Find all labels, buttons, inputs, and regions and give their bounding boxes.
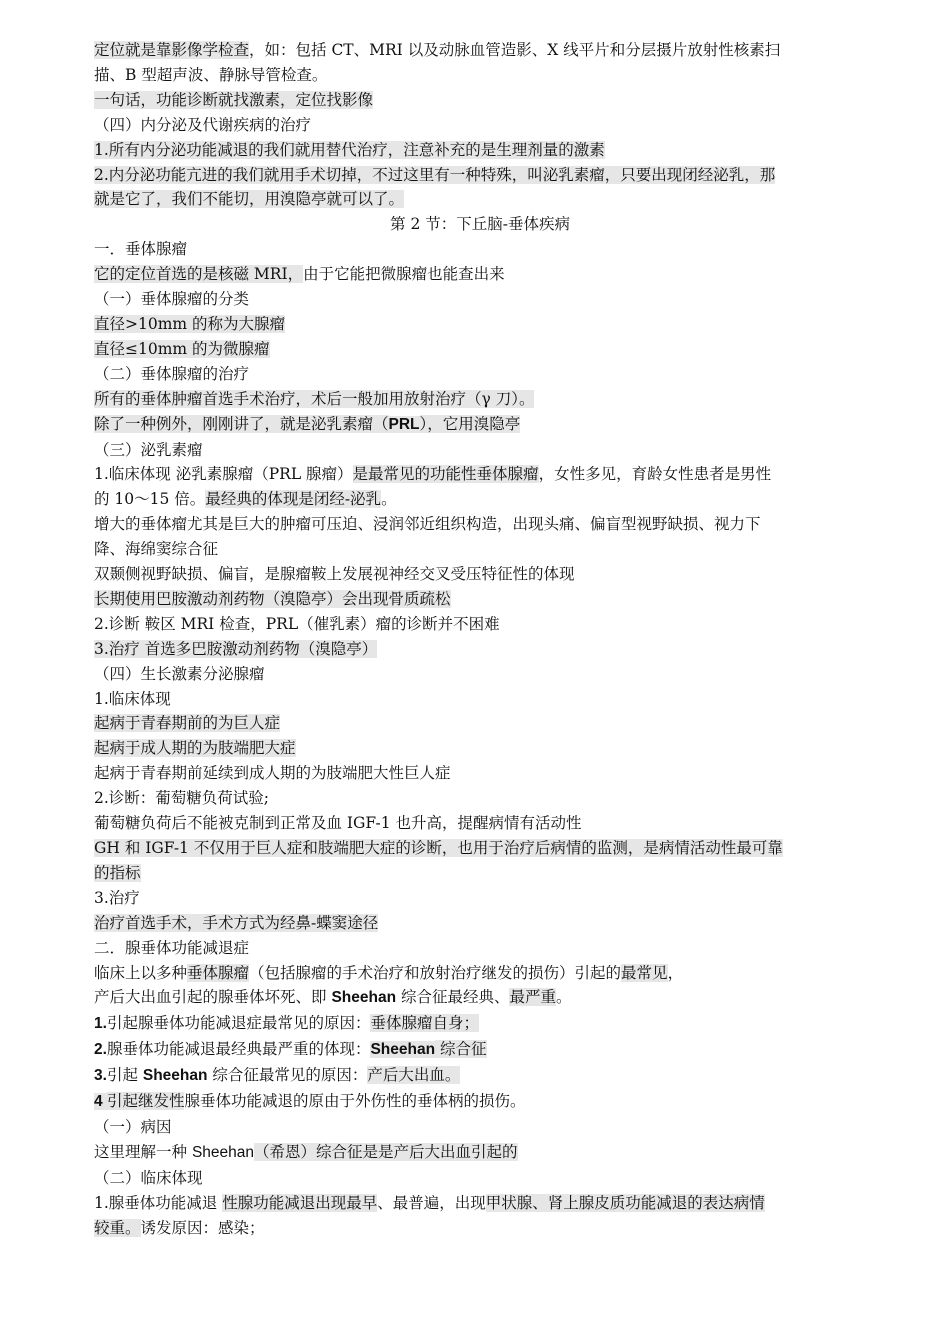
text-line xyxy=(94,786,866,811)
highlighted-text: PRL xyxy=(388,415,420,433)
text-line xyxy=(94,387,866,412)
text-segment: 腺垂体功能减退最经典最严重的体现： xyxy=(106,1040,371,1059)
text-segment: 1.腺垂体功能减退 xyxy=(94,1193,223,1212)
text-segment: 2.诊断 鞍区 MRI 检查，PRL（催乳素）瘤的诊断并不困难 xyxy=(94,614,500,633)
text-segment: 引起腺垂体功能减退症最常见的原因： xyxy=(106,1014,371,1033)
text-line xyxy=(94,138,866,163)
text-segment: 2. xyxy=(94,1041,107,1059)
text-segment: ，如：包括 CT、MRI 以及动脉血管造影、X 线平片和分层摄片放射性核素扫 xyxy=(249,41,781,59)
highlighted-text: 起病于青春期前的为巨人症 xyxy=(94,714,281,733)
text-segment: 这里理解一种 xyxy=(94,1142,192,1161)
highlighted-text: 最严重 xyxy=(509,988,556,1007)
highlighted-text: Sheehan xyxy=(370,1041,436,1059)
text-line xyxy=(94,287,866,312)
highlighted-text: 长期使用巴胺激动剂药物（溴隐亭）会出现骨质疏松 xyxy=(94,589,451,608)
highlighted-text: 就是它了，我们不能切，用溴隐亭就可以了。 xyxy=(94,190,405,209)
highlighted-text: 综合征 xyxy=(435,1040,487,1059)
text-segment: 降、海绵窦综合征 xyxy=(94,540,219,559)
highlighted-text: 直径>10mm 的称为大腺瘤 xyxy=(94,314,286,333)
text-line xyxy=(94,711,866,736)
text-line xyxy=(94,187,866,212)
text-line xyxy=(94,38,866,63)
highlighted-text: 治疗首选手术，手术方式为经鼻-蝶窦途径 xyxy=(94,913,379,932)
text-line xyxy=(94,587,866,612)
text-segment: 葡萄糖负荷后不能被克制到正常及血 IGF-1 也升高，提醒病情有活动性 xyxy=(94,814,582,833)
highlighted-text: 引起继发性 xyxy=(106,1092,185,1111)
text-segment: 3. xyxy=(94,1067,107,1085)
highlighted-text: GH 和 IGF-1 不仅用于巨人症和肢端肥大症的诊断，也用于治疗后病情的监测，是病情活动性最可靠 xyxy=(94,839,783,857)
text-segment: 。 xyxy=(556,988,572,1007)
highlighted-text: 甲状腺、肾上腺皮质功能减退的表达病情 xyxy=(485,1193,765,1212)
section-heading xyxy=(94,212,866,237)
text-line xyxy=(94,1063,866,1089)
text-segment: （四）生长激素分泌腺瘤 xyxy=(94,664,265,683)
highlighted-text: （希恩）综合征是是产后大出血引起的 xyxy=(254,1142,518,1161)
text-segment: 1. xyxy=(94,1015,107,1033)
highlighted-text: 它的定位首选的是核磁 MRI， xyxy=(94,265,304,284)
text-line xyxy=(94,487,866,512)
text-segment: （四）内分泌及代谢疾病的治疗 xyxy=(94,115,312,134)
text-segment: 二．腺垂体功能减退症 xyxy=(94,938,250,957)
highlighted-text: 起病于成人期的为肢端肥大症 xyxy=(94,739,296,758)
text-segment: 1.临床体现 泌乳素腺瘤（PRL 腺瘤） xyxy=(94,465,353,484)
text-line xyxy=(94,312,866,337)
text-segment: 1.临床体现 xyxy=(94,689,171,708)
text-line xyxy=(94,512,866,537)
text-segment: Sheehan xyxy=(142,1067,208,1085)
text-line xyxy=(94,1166,866,1191)
text-line xyxy=(94,1191,866,1216)
text-line xyxy=(94,911,866,936)
highlighted-text: 最常见 xyxy=(621,963,668,982)
highlighted-text: 性腺功能减退出现最早 xyxy=(222,1193,378,1212)
text-line xyxy=(94,63,866,88)
text-segment: 综合征最经典、 xyxy=(396,988,510,1007)
text-segment: 。 xyxy=(381,490,397,509)
text-line xyxy=(94,836,866,861)
highlighted-text: 是最常见的功能性垂体腺瘤 xyxy=(352,465,539,484)
highlighted-text: 3.治疗 首选多巴胺激动剂药物（溴隐亭） xyxy=(94,639,378,658)
text-line xyxy=(94,438,866,463)
text-segment: 、最普遍，出现 xyxy=(377,1193,486,1212)
text-segment: （一）病因 xyxy=(94,1117,172,1136)
highlighted-text: 的指标 xyxy=(94,863,141,882)
text-segment: （二）垂体腺瘤的治疗 xyxy=(94,364,250,383)
text-line xyxy=(94,961,866,986)
text-segment: 3.治疗 xyxy=(94,888,140,907)
text-segment: 描、B 型超声波、静脉导管检查。 xyxy=(94,65,328,84)
highlighted-text: 定位就是靠影像学检查 xyxy=(94,41,250,59)
highlighted-text: 直径≤10mm 的为微腺瘤 xyxy=(94,339,270,358)
highlighted-text: 2.内分泌功能亢进的我们就用手术切掉，不过这里有一种特殊，叫泌乳素瘤，只要出现闭经泌乳，那 xyxy=(94,165,776,184)
highlighted-text: 垂体腺瘤自身； xyxy=(370,1014,479,1033)
text-segment: 的 10～15 倍。 xyxy=(94,490,206,509)
text-segment: 由于它能把微腺瘤也能查出来 xyxy=(303,265,505,284)
text-line xyxy=(94,761,866,786)
highlighted-text: 较重。 xyxy=(94,1218,141,1237)
text-segment: （一）垂体腺瘤的分类 xyxy=(94,290,250,309)
text-line xyxy=(94,662,866,687)
highlighted-text: 4 xyxy=(94,1093,107,1111)
text-line xyxy=(94,562,866,587)
text-segment: 第 2 节：下丘脑-垂体疾病 xyxy=(390,215,570,234)
text-segment: （包括腺瘤的手术治疗和放射治疗继发的损伤）引起的 xyxy=(249,963,622,982)
text-segment: 诱发原因：感染； xyxy=(140,1218,265,1237)
text-segment: ， xyxy=(667,963,684,982)
highlighted-text: 1.所有内分泌功能减退的我们就用替代治疗，注意补充的是生理剂量的激素 xyxy=(94,140,605,159)
text-line xyxy=(94,687,866,712)
highlighted-text: 除了一种例外，刚刚讲了，就是泌乳素瘤（ xyxy=(94,414,389,433)
text-line xyxy=(94,1115,866,1140)
text-line xyxy=(94,1037,866,1063)
text-line xyxy=(94,811,866,836)
highlighted-text: 一句话，功能诊断就找激素，定位找影像 xyxy=(94,90,374,109)
text-segment: 引起 xyxy=(106,1066,143,1085)
text-segment: 综合征最常见的原因： xyxy=(207,1066,368,1085)
text-segment: Sheehan xyxy=(331,989,397,1007)
text-line xyxy=(94,985,866,1011)
text-line xyxy=(94,736,866,761)
highlighted-text: 产后大出血。 xyxy=(367,1066,461,1085)
text-line xyxy=(94,88,866,113)
text-segment: 临床上以多种 xyxy=(94,963,188,982)
text-segment: 2.诊断：葡萄糖负荷试验; xyxy=(94,789,270,808)
text-line xyxy=(94,237,866,262)
text-segment: （二）临床体现 xyxy=(94,1168,203,1187)
text-line xyxy=(94,163,866,188)
document-page xyxy=(94,38,866,1241)
text-segment: ，女性多见，育龄女性患者是男性 xyxy=(538,465,772,484)
text-segment: 起病于青春期前延续到成人期的为肢端肥大性巨人症 xyxy=(94,764,451,783)
text-line xyxy=(94,1140,866,1166)
text-segment: 一．垂体腺瘤 xyxy=(94,240,188,259)
text-line xyxy=(94,1089,866,1115)
text-line xyxy=(94,936,866,961)
text-line xyxy=(94,462,866,487)
text-line xyxy=(94,537,866,562)
text-segment: Sheehan xyxy=(191,1143,254,1161)
text-segment: 腺垂体功能减退的原由于外伤性的垂体柄的损伤。 xyxy=(184,1092,526,1111)
highlighted-text: 垂体腺瘤 xyxy=(187,963,250,982)
text-segment: 增大的垂体瘤尤其是巨大的肿瘤可压迫、浸润邻近组织构造，出现头痛、偏盲型视野缺损、视力下 xyxy=(94,515,761,534)
text-segment: （三）泌乳素瘤 xyxy=(94,440,203,459)
text-line xyxy=(94,1011,866,1037)
text-segment: 双颞侧视野缺损、偏盲，是腺瘤鞍上发展视神经交叉受压特征性的体现 xyxy=(94,565,575,584)
text-line xyxy=(94,1216,866,1241)
highlighted-text: ），它用溴隐亭 xyxy=(419,414,521,433)
text-line xyxy=(94,637,866,662)
text-line xyxy=(94,113,866,138)
text-line xyxy=(94,886,866,911)
highlighted-text: 所有的垂体肿瘤首选手术治疗，术后一般加用放射治疗（γ 刀）。 xyxy=(94,389,535,408)
text-segment: 产后大出血引起的腺垂体坏死、即 xyxy=(94,988,332,1007)
text-line xyxy=(94,337,866,362)
highlighted-text: 最经典的体现是闭经-泌乳 xyxy=(205,490,382,509)
text-line xyxy=(94,612,866,637)
text-line xyxy=(94,262,866,287)
text-line xyxy=(94,362,866,387)
text-line xyxy=(94,412,866,438)
text-line xyxy=(94,861,866,886)
